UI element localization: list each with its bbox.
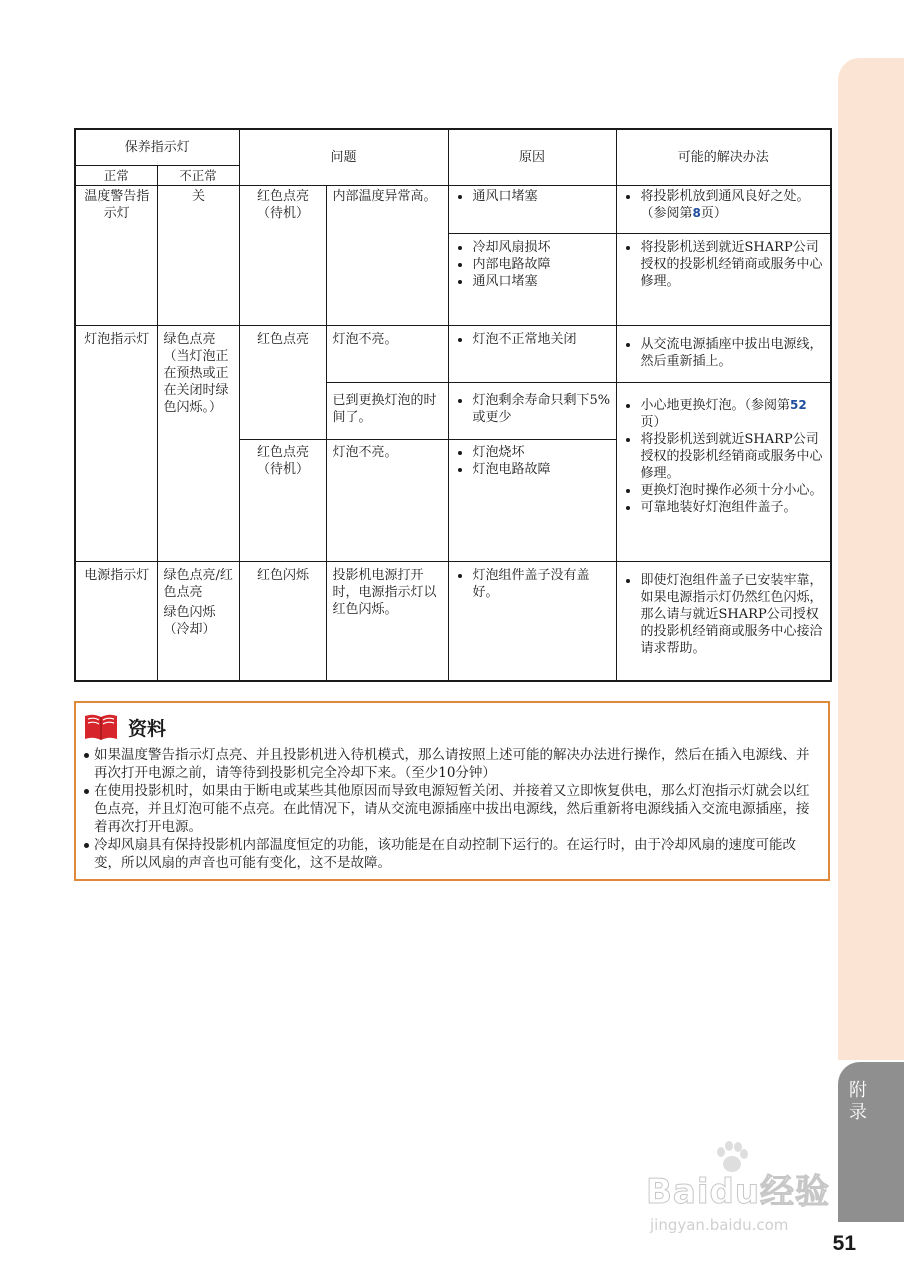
temp-problem: 内部温度异常高。 (326, 185, 448, 325)
list-item: 通风口堵塞 (455, 188, 611, 205)
list-item: 将投影机送到就近SHARP公司授权的投影机经销商或服务中心修理。 (623, 431, 826, 482)
list-item: 即使灯泡组件盖子已安装牢靠，如果电源指示灯仍然红色闪烁，那么请与就近SHARP公司授权的投影机经销商或服务中心接洽请求帮助。 (623, 572, 826, 657)
lamp-problem-c: 灯泡不亮。 (326, 439, 448, 561)
page-reference[interactable]: 8 (692, 205, 701, 220)
header-normal: 正常 (75, 165, 157, 185)
list-item: 冷却风扇损坏 (455, 239, 611, 256)
lamp-abnormal-b: 红色点亮（待机） (239, 439, 326, 561)
power-abnormal: 红色闪烁 (239, 561, 326, 681)
header-solution: 可能的解决办法 (616, 129, 831, 185)
lamp-normal: 绿色点亮（当灯泡正在预热或正在关闭时绿色闪烁。） (157, 325, 239, 561)
header-cause: 原因 (448, 129, 616, 185)
list-item: 将投影机送到就近SHARP公司授权的投影机经销商或服务中心修理。 (623, 239, 826, 290)
temp-abnormal: 红色点亮（待机） (239, 185, 326, 325)
temp-indicator-label: 温度警告指示灯 (75, 185, 157, 325)
temp-cause-b (448, 233, 616, 325)
watermark-url: jingyan.baidu.com (650, 1216, 789, 1234)
list-item: 在使用投影机时，如果由于断电或某些其他原因而导致电源短暂关闭、并接着又立即恢复供电，那么灯泡指示灯就会以红色点亮，并且灯泡可能不点亮。在此情况下，请从交流电源插座中拔出电源线，然后重新将电源线插入交流电源插座，接着再次打开电源。 (82, 782, 816, 836)
list-item: 将投影机放到通风良好之处。（参阅第8页） (623, 188, 826, 222)
list-item: 内部电路故障 (455, 256, 611, 273)
list-item: 可靠地装好灯泡组件盖子。 (623, 499, 826, 516)
power-cause (448, 561, 616, 681)
power-normal (157, 561, 239, 681)
lamp-solution-a (616, 325, 831, 382)
power-normal-2: 绿色闪烁（冷却） (163, 604, 216, 637)
page-reference[interactable]: 52 (790, 397, 807, 412)
temp-cause-a (448, 185, 616, 233)
book-icon (84, 713, 118, 741)
header-indicator-group: 保养指示灯 (75, 129, 239, 165)
power-normal-1: 绿色点亮/红色点亮 (163, 567, 233, 600)
power-indicator-label: 电源指示灯 (75, 561, 157, 681)
list-item: 灯泡组件盖子没有盖好。 (455, 567, 611, 601)
lamp-indicator-label: 灯泡指示灯 (75, 325, 157, 561)
list-item: 冷却风扇具有保持投影机内部温度恒定的功能，该功能是在自动控制下运行的。在运行时，由于冷却风扇的速度可能改变，所以风扇的声音也可能有变化，这不是故障。 (82, 836, 816, 872)
lamp-cause-b (448, 382, 616, 439)
temp-solution-b (616, 233, 831, 325)
info-note-box (74, 701, 830, 881)
header-problem: 问题 (239, 129, 448, 185)
troubleshooting-table (74, 128, 832, 682)
lamp-cause-c (448, 439, 616, 561)
temp-normal: 关 (157, 185, 239, 325)
list-item: 小心地更换灯泡。（参阅第52页） (623, 397, 826, 431)
lamp-problem-a: 灯泡不亮。 (326, 325, 448, 382)
temp-solution-a (616, 185, 831, 233)
list-item: 通风口堵塞 (455, 273, 611, 290)
baidu-watermark (640, 1140, 840, 1240)
list-item: 灯泡烧坏 (455, 444, 611, 461)
list-item: 更换灯泡时操作必须十分小心。 (623, 482, 826, 499)
lamp-cause-a (448, 325, 616, 382)
header-abnormal: 不正常 (157, 165, 239, 185)
lamp-problem-b: 已到更换灯泡的时间了。 (326, 382, 448, 439)
note-header (82, 709, 816, 745)
list-item: 灯泡剩余寿命只剩下5%或更少 (455, 392, 611, 426)
page-number: 51 (832, 1232, 856, 1255)
list-item: 灯泡不正常地关闭 (455, 331, 611, 348)
note-list (82, 746, 816, 872)
lamp-abnormal-a: 红色点亮 (239, 325, 326, 439)
side-tab-background (838, 58, 904, 1060)
list-item: 从交流电源插座中拔出电源线，然后重新插上。 (623, 336, 826, 370)
power-problem: 投影机电源打开时，电源指示灯以红色闪烁。 (326, 561, 448, 681)
lamp-solution-b (616, 382, 831, 561)
list-item: 如果温度警告指示灯点亮、并且投影机进入待机模式，那么请按照上述可能的解决办法进行操作，然后在插入电源线、并再次打开电源之前，请等待到投影机完全冷却下来。（至少10分钟） (82, 746, 816, 782)
list-item: 灯泡电路故障 (455, 461, 611, 478)
appendix-tab-label: 附录 (849, 1080, 867, 1123)
watermark-logo: Baidu经验 (646, 1172, 831, 1212)
power-solution (616, 561, 831, 681)
note-title: 资料 (128, 717, 167, 740)
